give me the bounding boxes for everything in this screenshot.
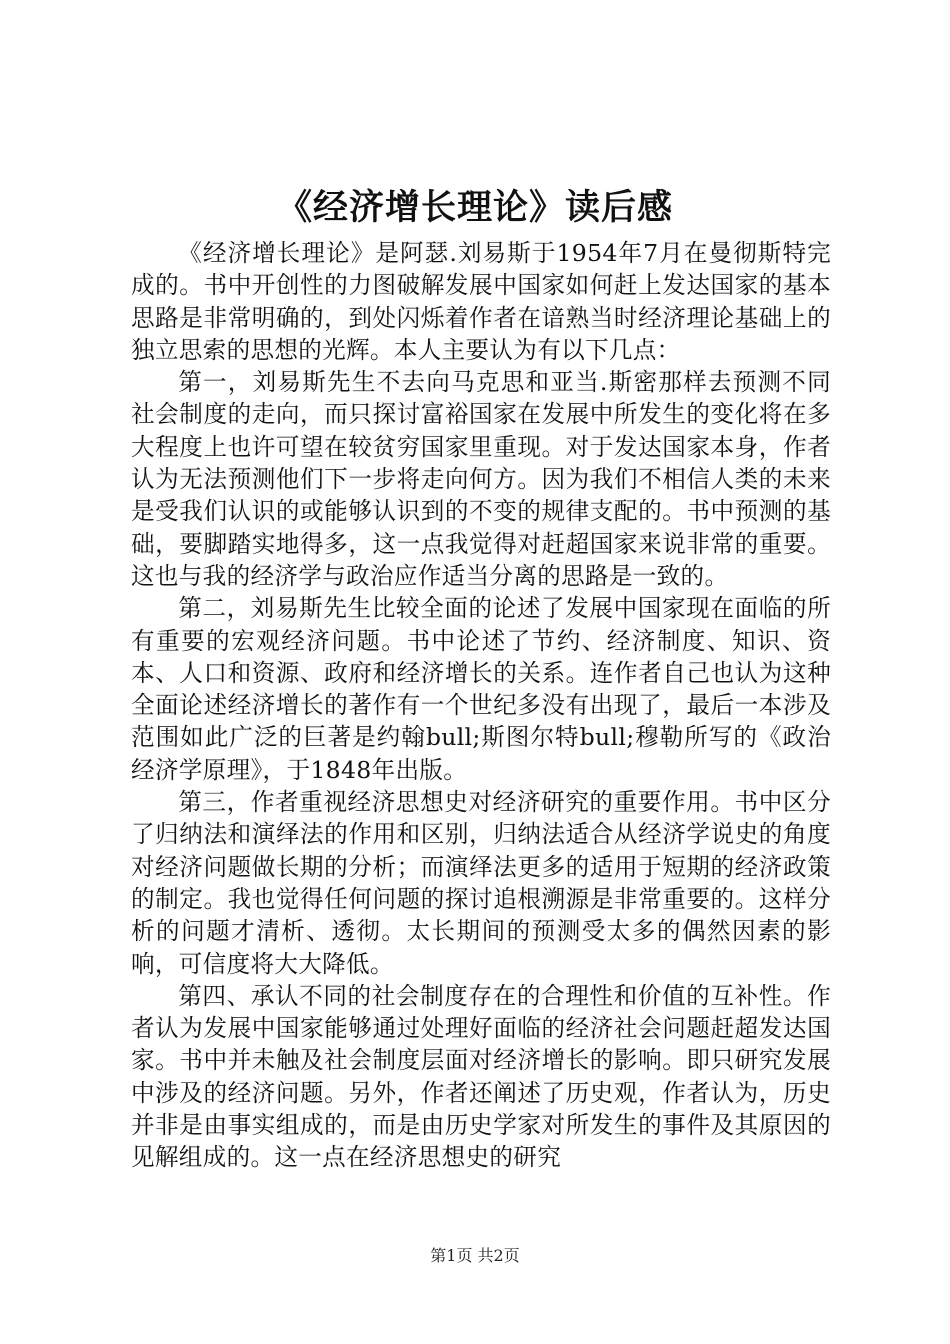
document-title: 《经济增长理论》读后感 <box>276 187 673 228</box>
page-footer: 第1页 共2页 <box>430 1246 520 1265</box>
paragraph-point-two: 第二，刘易斯先生比较全面的论述了发展中国家现在面临的所有重要的宏观经济问题。书中论述了节约、经济制度、知识、资本、人口和资源、政府和经济增长的关系。连作者自己也认为这种全面论述经济增长的著作有一个世纪多没有出现了，最后一本涉及范围如此广泛的巨著是约翰bull;斯图尔特bull;穆勒所写的《政治经济学原理》，于1848年出版。 <box>131 594 831 784</box>
document-body <box>131 237 831 1174</box>
paragraph-point-three: 第三，作者重视经济思想史对经济研究的重要作用。书中区分了归纳法和演绎法的作用和区别，归纳法适合从经济学说史的角度对经济问题做长期的分析；而演绎法更多的适用于短期的经济政策的制定。我也觉得任何问题的探讨追根溯源是非常重要的。这样分析的问题才清析、透彻。太长期间的预测受太多的偶然因素的影响，可信度将大大降低。 <box>131 788 831 978</box>
paragraph-intro: 《经济增长理论》是阿瑟.刘易斯于1954年7月在曼彻斯特完成的。书中开创性的力图破解发展中国家如何赶上发达国家的基本思路是非常明确的，到处闪烁着作者在谙熟当时经济理论基础上的独立思索的思想的光辉。本人主要认为有以下几点： <box>131 239 831 364</box>
paragraph-point-one: 第一，刘易斯先生不去向马克思和亚当.斯密那样去预测不同社会制度的走向，而只探讨富裕国家在发展中所发生的变化将在多大程度上也许可望在较贫穷国家里重现。对于发达国家本身，作者认为无法预测他们下一步将走向何方。因为我们不相信人类的未来是受我们认识的或能够认识到的不变的规律支配的。书中预测的基础，要脚踏实地得多，这一点我觉得对赶超国家来说非常的重要。这也与我的经济学与政治应作适当分离的思路是一致的。 <box>131 368 831 590</box>
paragraph-point-four: 第四、承认不同的社会制度存在的合理性和价值的互补性。作者认为发展中国家能够通过处理好面临的经济社会问题赶超发达国家。书中并未触及社会制度层面对经济增长的影响。即只研究发展中涉及的经济问题。另外，作者还阐述了历史观，作者认为，历史并非是由事实组成的，而是由历史学家对所发生的事件及其原因的见解组成的。这一点在经济思想史的研究 <box>131 981 831 1172</box>
